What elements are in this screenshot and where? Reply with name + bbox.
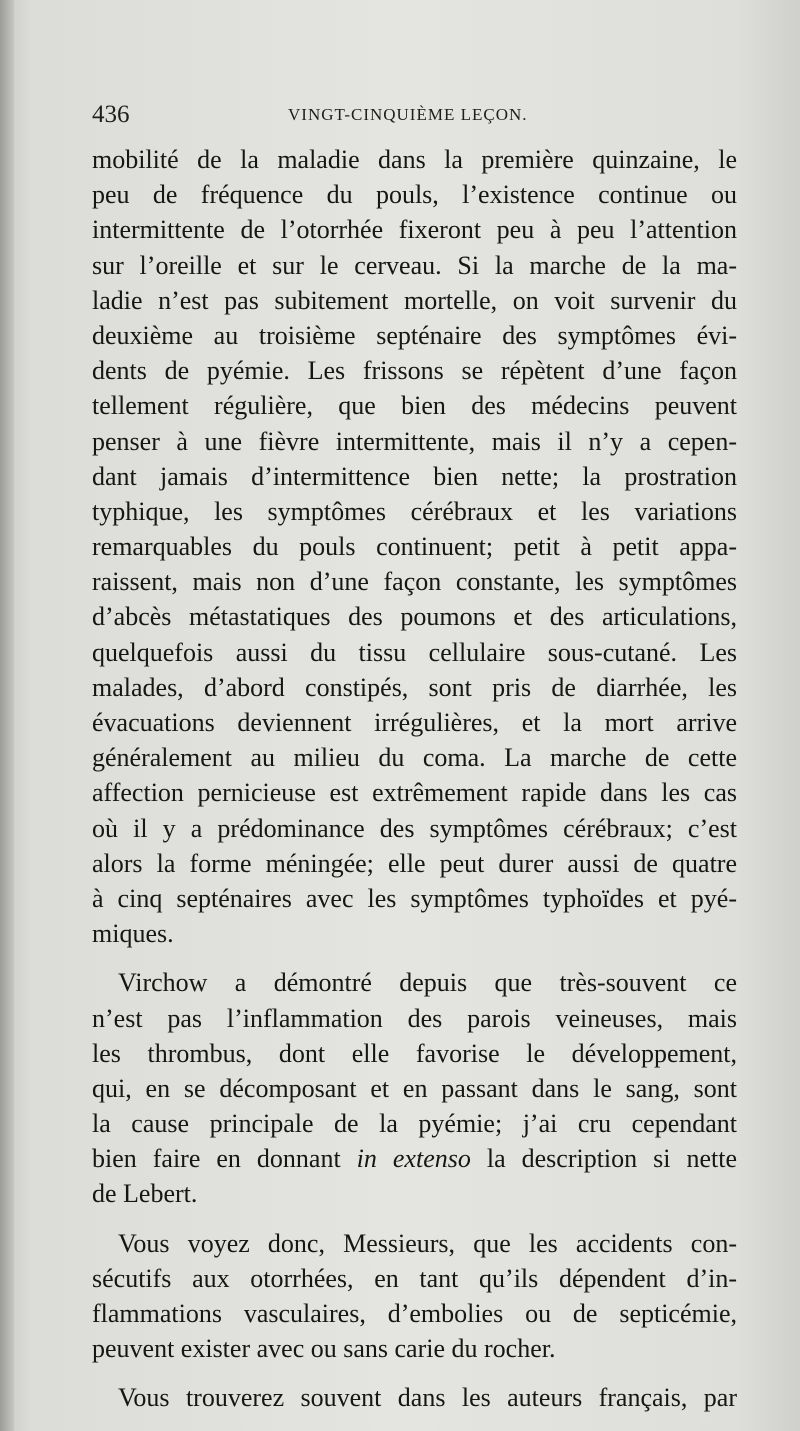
text-line: la cause principale de la pyémie; j’ai cru cependant (92, 1109, 737, 1139)
paragraph-4 (92, 1380, 737, 1415)
text-segment: bien faire en donnant (92, 1144, 341, 1174)
text-line: où il y a prédominance des symptômes cérébraux; c’est (92, 813, 737, 843)
text-line: remarquables du pouls continuent; petit à petit appa- (92, 532, 737, 562)
text-line-mixed (92, 1141, 737, 1176)
text-line: tellement régulière, que bien des médecins peuvent (92, 391, 737, 421)
page-header (92, 101, 737, 131)
text-line: Vous voyez donc, Messieurs, que les accidents con- (118, 1228, 737, 1258)
paragraph-1 (92, 142, 737, 951)
text-line: Virchow a démontré depuis que très-souvent ce (118, 968, 737, 998)
text-line: alors la forme méningée; elle peut durer aussi de quatre (92, 848, 737, 878)
text-line: quelquefois aussi du tissu cellulaire sous-cutané. Les (92, 637, 737, 667)
text-line: ladie n’est pas subitement mortelle, on voit survenir du (92, 285, 737, 315)
running-head: VINGT-CINQUIÈME LEÇON. (288, 105, 528, 124)
text-line: les thrombus, dont elle favorise le développement, (92, 1038, 737, 1068)
text-line: raissent, mais non d’une façon constante, les symptômes (92, 567, 737, 597)
text-line: dant jamais d’intermittence bien nette; la prostration (92, 461, 737, 491)
text-line: penser à une fièvre intermittente, mais il n’y a cepen- (92, 426, 737, 456)
text-line: dents de pyémie. Les frissons se répètent d’une façon (92, 356, 737, 386)
text-line: affection pernicieuse est extrêmement rapide dans les cas (92, 778, 737, 808)
italic-phrase: in extenso (356, 1144, 471, 1174)
text-line: Vous trouverez souvent dans les auteurs français, par (118, 1383, 737, 1413)
body-text (92, 142, 737, 1416)
text-line: mobilité de la maladie dans la première quinzaine, le (92, 145, 737, 174)
text-line: peu de fréquence du pouls, l’existence continue ou (92, 180, 737, 210)
paragraph-3 (92, 1226, 737, 1367)
text-line: évacuations deviennent irrégulières, et la mort arrive (92, 708, 737, 737)
text-line: de Lebert. (92, 1179, 198, 1209)
text-line: sur l’oreille et sur le cerveau. Si la marche de la ma- (92, 250, 737, 280)
text-segment: la description si nette (486, 1144, 738, 1174)
paragraph-2 (92, 965, 737, 1211)
text-line: sécutifs aux otorrhées, en tant qu’ils dépendent d’in- (92, 1263, 737, 1293)
text-line: à cinq septénaires avec les symptômes typhoïdes et pyé- (92, 883, 737, 913)
page-number: 436 (92, 101, 130, 128)
text-line: flammations vasculaires, d’embolies ou de septicémie, (92, 1299, 737, 1328)
text-line: miques. (92, 919, 174, 949)
page-gutter-shadow (0, 0, 14, 1431)
text-line: deuxième au troisième septénaire des symptômes évi- (92, 320, 737, 350)
text-line: n’est pas l’inflammation des parois veineuses, mais (92, 1003, 737, 1033)
text-line: qui, en se décomposant et en passant dans le sang, sont (92, 1073, 737, 1103)
text-line: d’abcès métastatiques des poumons et des articulations, (92, 602, 737, 632)
text-line: peuvent exister avec ou sans carie du rocher. (92, 1334, 556, 1364)
text-line: intermittente de l’otorrhée fixeront peu à peu l’attention (92, 215, 737, 245)
text-line: généralement au milieu du coma. La marche de cette (92, 743, 737, 773)
text-line: malades, d’abord constipés, sont pris de diarrhée, les (92, 672, 737, 702)
text-line: typhique, les symptômes cérébraux et les variations (92, 496, 737, 526)
